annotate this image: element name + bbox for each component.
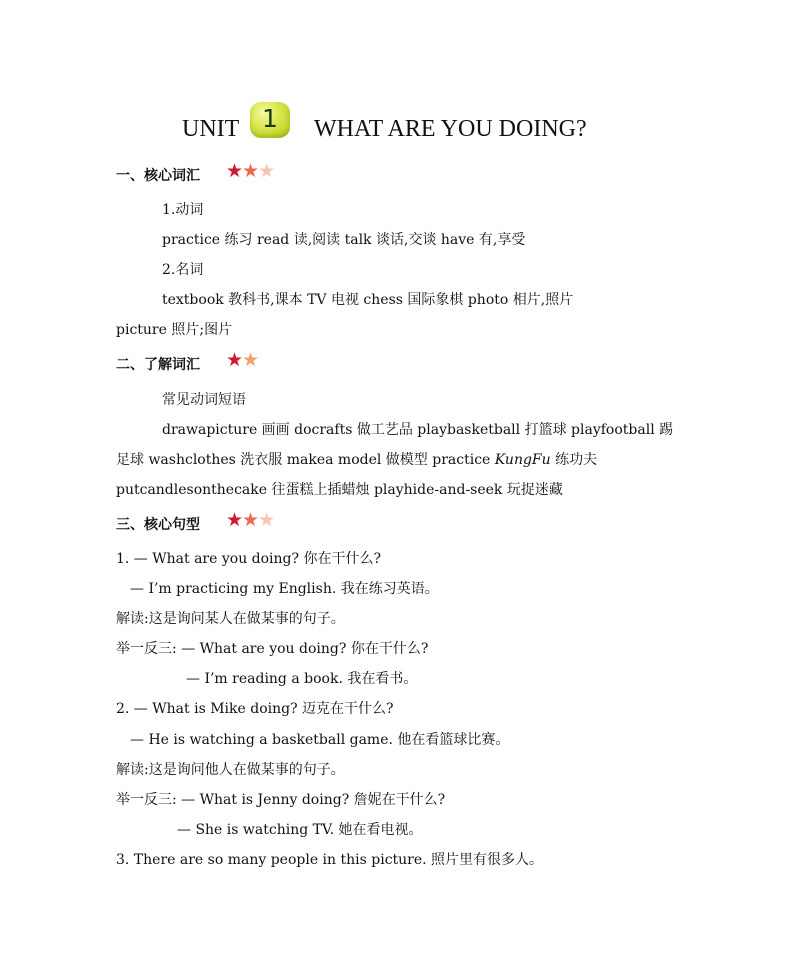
section-heading-know-vocab: 二、了解词汇 — [116, 357, 200, 373]
sentence-2-example-answer: — She is watching TV. 她在看电视。 — [177, 822, 423, 838]
sentence-2-answer: — He is watching a basketball game. 他在看篮球比赛。 — [130, 732, 510, 748]
phrases-line-2 — [116, 449, 597, 469]
phrases-line-3: putcandlesonthecake 往蛋糕上插蜡烛 playhide-and-seek 玩捉迷藏 — [116, 482, 563, 498]
star-faint-icon: ★ — [258, 160, 275, 182]
unit-number: 1 — [262, 104, 278, 133]
sentence-1-answer: — I’m practicing my English. 我在练习英语。 — [130, 581, 439, 597]
sentence-1-note: 解读:这是询问某人在做某事的句子。 — [116, 611, 345, 627]
nouns-line: textbook 教科书,课本 TV 电视 chess 国际象棋 photo 相片,照片 — [162, 292, 574, 308]
phrases-line-2-post: 练功夫 — [550, 452, 598, 468]
phrases-line-1: drawapicture 画画 docrafts 做工艺品 playbasketball 打篮球 playfootball 踢 — [162, 422, 674, 438]
phrases-kungfu: KungFu — [494, 452, 551, 468]
difficulty-stars — [226, 160, 274, 182]
nouns-heading: 2.名词 — [162, 262, 204, 278]
star-full-icon: ★ — [226, 509, 243, 531]
difficulty-stars — [226, 509, 274, 531]
title-unit: UNIT — [182, 116, 240, 142]
verbs-line: practice 练习 read 读,阅读 talk 谈话,交谈 have 有,享受 — [162, 232, 526, 248]
sentence-2-example-question: 举一反三: — What is Jenny doing? 詹妮在干什么? — [116, 792, 446, 808]
sentence-2-question: 2. — What is Mike doing? 迈克在干什么? — [116, 701, 394, 717]
sentence-3: 3. There are so many people in this picture. 照片里有很多人。 — [116, 852, 544, 868]
section-heading-core-patterns: 三、核心句型 — [116, 517, 200, 533]
difficulty-stars — [226, 349, 258, 371]
sentence-2-note: 解读:这是询问他人在做某事的句子。 — [116, 762, 345, 778]
phrases-heading: 常见动词短语 — [162, 392, 246, 408]
star-full-icon: ★ — [226, 160, 243, 182]
title-text: WHAT ARE YOU DOING? — [314, 116, 587, 142]
star-faint-icon: ★ — [242, 349, 259, 371]
sentence-1-question: 1. — What are you doing? 你在干什么? — [116, 551, 381, 567]
star-full-icon: ★ — [242, 509, 259, 531]
section-heading-core-vocab: 一、核心词汇 — [116, 168, 200, 184]
unit-number-badge — [250, 102, 290, 138]
star-full-icon: ★ — [226, 349, 243, 371]
phrases-line-2-pre: 足球 washclothes 洗衣服 makea model 做模型 practice — [116, 452, 495, 468]
star-faint-icon: ★ — [258, 509, 275, 531]
sentence-1-example-answer: — I’m reading a book. 我在看书。 — [186, 671, 418, 687]
sentence-1-example-question: 举一反三: — What are you doing? 你在干什么? — [116, 641, 429, 657]
verbs-heading: 1.动词 — [162, 202, 204, 218]
nouns-line-2: picture 照片;图片 — [116, 322, 233, 338]
star-full-icon: ★ — [242, 160, 259, 182]
